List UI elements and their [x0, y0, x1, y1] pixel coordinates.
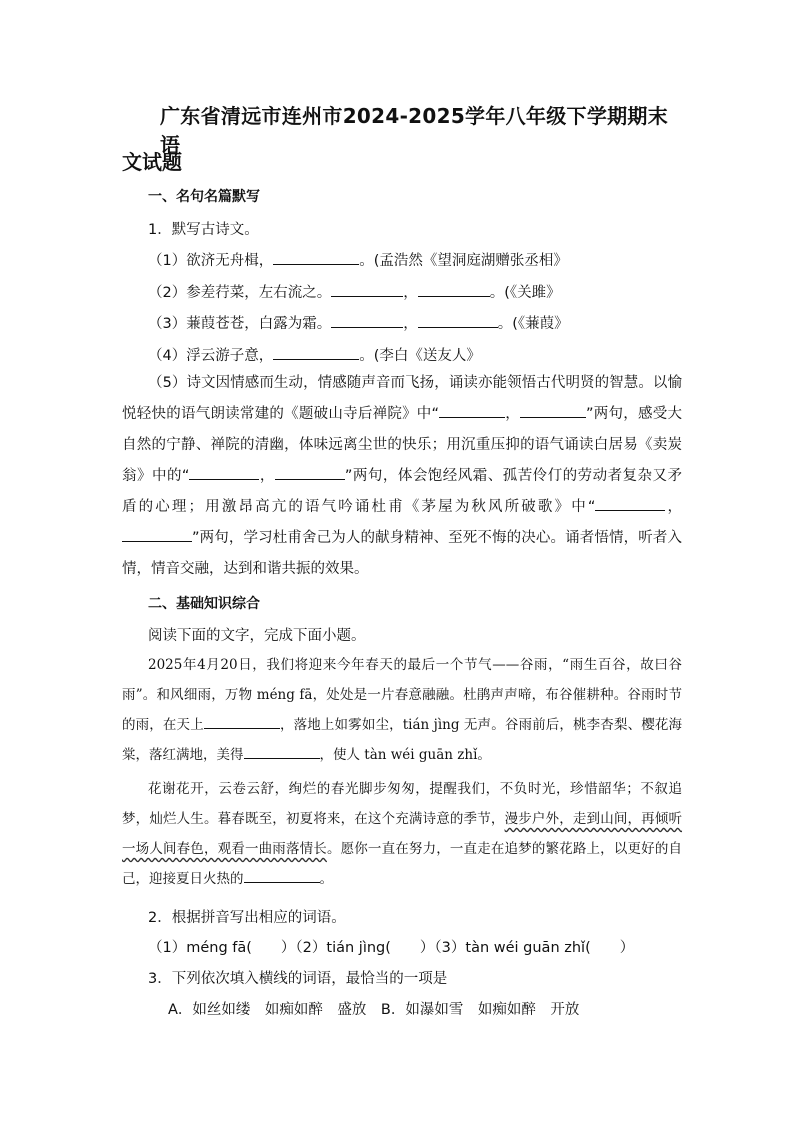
reading-intro: 阅读下面的文字，完成下面小题。 [148, 628, 366, 644]
passage1-text: ，使人 tàn wéi guān zhǐ。 [319, 747, 491, 763]
q1-item3 [148, 312, 569, 333]
q1-item1-prompt: （1）欲济无舟楫， [148, 253, 274, 269]
wavy-underlined-sentence: 漫步户外，走到山间，再倾听一场人间春色，观看一曲雨落情长 [122, 811, 683, 857]
answer-blank[interactable] [331, 313, 403, 328]
passage1-text: 2025年4月20日，我们将迎来今年春天的最后一个节气——谷雨，“雨生百谷，故曰谷雨”。和风细雨，万物 méng fā，处处是一片春意融融。杜鹃声声啼，布谷催耕种。谷雨时节的雨，在天上 [122, 657, 682, 733]
answer-blank[interactable] [189, 465, 259, 480]
q1-item2-prompt: （2）参差荇菜，左右流之。 [148, 285, 332, 301]
section1-heading: 一、名句名篇默写 [148, 189, 260, 205]
q1-item5-text: ”两句，体会饱经风霜、孤苦伶仃的劳动者复杂又矛盾的心理；用激昂高亢的语气吟诵杜甫《茅屋为秋风所破歌》中“ [122, 468, 682, 515]
q1-item5-text: （5）诗文因情感而生动，情感随声音而飞扬，诵读亦能领悟古代明贤的智慧。以愉悦轻快的语气朗读常建的《题破山寺后禅院》中“ [122, 375, 682, 422]
answer-blank[interactable] [244, 868, 320, 883]
section2-heading: 二、基础知识综合 [148, 596, 260, 612]
passage1-text: ，落地上如雾如尘，tián jìng 无声。谷雨前后，桃李杏梨、樱花海棠，落红满地，美得 [122, 717, 682, 763]
answer-blank[interactable] [520, 403, 586, 418]
q1-item5-text: ”两句，感受大自然的宁静、禅院的清幽，体味远离尘世的快乐；用沉重压抑的语气诵读白居易《卖炭翁》中的“ [122, 406, 683, 484]
q2-items: （1）méng fā( ）（2）tián jìng( ）（3）tàn wéi guān zhǐ( ） [148, 940, 635, 956]
q2-prompt: 2．根据拼音写出相应的词语。 [148, 910, 346, 926]
q1-item3-comma: ， [403, 316, 418, 332]
answer-blank[interactable] [331, 282, 403, 297]
q3-prompt: 3．下列依次填入横线的词语，最恰当的一项是 [148, 971, 448, 987]
q1-item5-text: ”两句，学习杜甫舍己为人的献身精神、至死不悔的决心。诵者悟情，听者入情，情音交融，达到和谐共振的效果。 [122, 530, 682, 577]
answer-blank[interactable] [273, 250, 359, 265]
q1-item4-prompt: （4）浮云游子意， [148, 348, 274, 364]
passage2-text: 。 [319, 871, 333, 887]
q1-item3-prompt: （3）蒹葭苍苍，白露为霜。 [148, 316, 332, 332]
q1-item4-source: 。(李白《送友人》 [359, 348, 481, 364]
answer-blank[interactable] [275, 465, 345, 480]
q1-item2-source: 。(《关雎》 [489, 285, 561, 301]
passage2-text: 花谢花开，云卷云舒，绚烂的春光脚步匆匆，提醒我们，不负时光，珍惜韶华；不叙追 [148, 781, 682, 797]
q1-item1 [148, 249, 568, 270]
q1-intro: 1．默写古诗文。 [148, 222, 259, 238]
reading-passage-1 [122, 650, 682, 770]
q3-options: A．如丝如缕 如痴如醉 盛放 B．如瀑如雪 如痴如醉 开放 [168, 1002, 580, 1018]
answer-blank[interactable] [204, 714, 280, 729]
answer-blank[interactable] [122, 527, 192, 542]
q1-item5-comma: ， [665, 499, 682, 515]
answer-blank[interactable] [418, 282, 490, 297]
q1-item4 [148, 344, 481, 365]
answer-blank[interactable] [273, 345, 359, 360]
q1-item2-comma: ， [403, 285, 418, 301]
q1-item2 [148, 281, 561, 302]
answer-blank[interactable] [595, 496, 665, 511]
q1-item5-paragraph [122, 368, 682, 585]
document-title-line1: 广东省清远市连州市2024-2025学年八年级下学期期末语 [160, 104, 669, 157]
reading-passage-2 [122, 774, 682, 894]
passage2-text: 梦，灿烂人生。暮春既至，初夏将来，在这个充满诗意的季节， [122, 811, 505, 827]
q1-item1-source: 。(孟浩然《望洞庭湖赠张丞相》 [359, 253, 568, 269]
answer-blank[interactable] [244, 744, 320, 759]
answer-blank[interactable] [439, 403, 505, 418]
passage2-text: 。愿你一直在努力，一直走在追梦的繁花路上，以更好的自己，迎接夏日火热的 [122, 841, 682, 887]
q1-item3-source: 。(《蒹葭》 [497, 316, 569, 332]
q1-item5-comma: ， [505, 406, 521, 422]
document-title-line2: 文试题 [122, 150, 182, 174]
q1-item5-comma: ， [259, 468, 275, 484]
answer-blank[interactable] [418, 313, 498, 328]
